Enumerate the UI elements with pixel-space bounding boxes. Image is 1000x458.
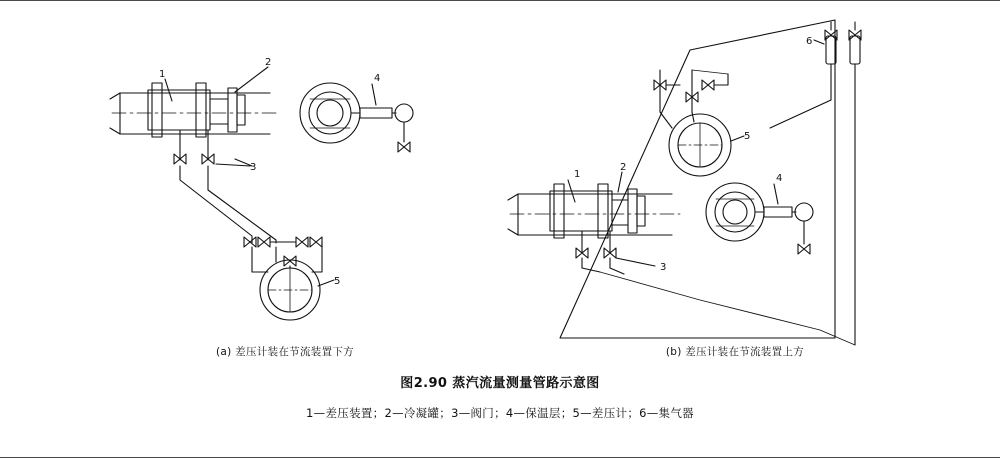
subfigure-b-caption: (b) 差压计装在节流装置上方 <box>665 346 805 358</box>
label-a-2: 2 <box>265 57 272 68</box>
subfigure-a <box>110 67 413 320</box>
label-b-3: 3 <box>660 262 667 273</box>
label-b-1: 1 <box>574 169 581 180</box>
label-a-4: 4 <box>374 73 381 84</box>
label-b-2: 2 <box>620 162 627 173</box>
subfigure-a-caption: (a) 差压计装在节流装置下方 <box>216 346 354 358</box>
figure-legend: 1—差压装置；2—冷凝罐；3—阀门；4—保温层；5—差压计；6—集气器 <box>306 406 694 420</box>
label-b-5: 5 <box>744 131 751 142</box>
label-b-6: 6 <box>806 36 813 47</box>
subfigure-b <box>508 20 861 345</box>
label-a-3: 3 <box>250 162 257 173</box>
label-a-1: 1 <box>159 69 166 80</box>
figure-title: 图2.90 蒸汽流量测量管路示意图 <box>400 376 600 391</box>
label-b-4: 4 <box>776 173 783 184</box>
label-a-5: 5 <box>334 276 341 287</box>
